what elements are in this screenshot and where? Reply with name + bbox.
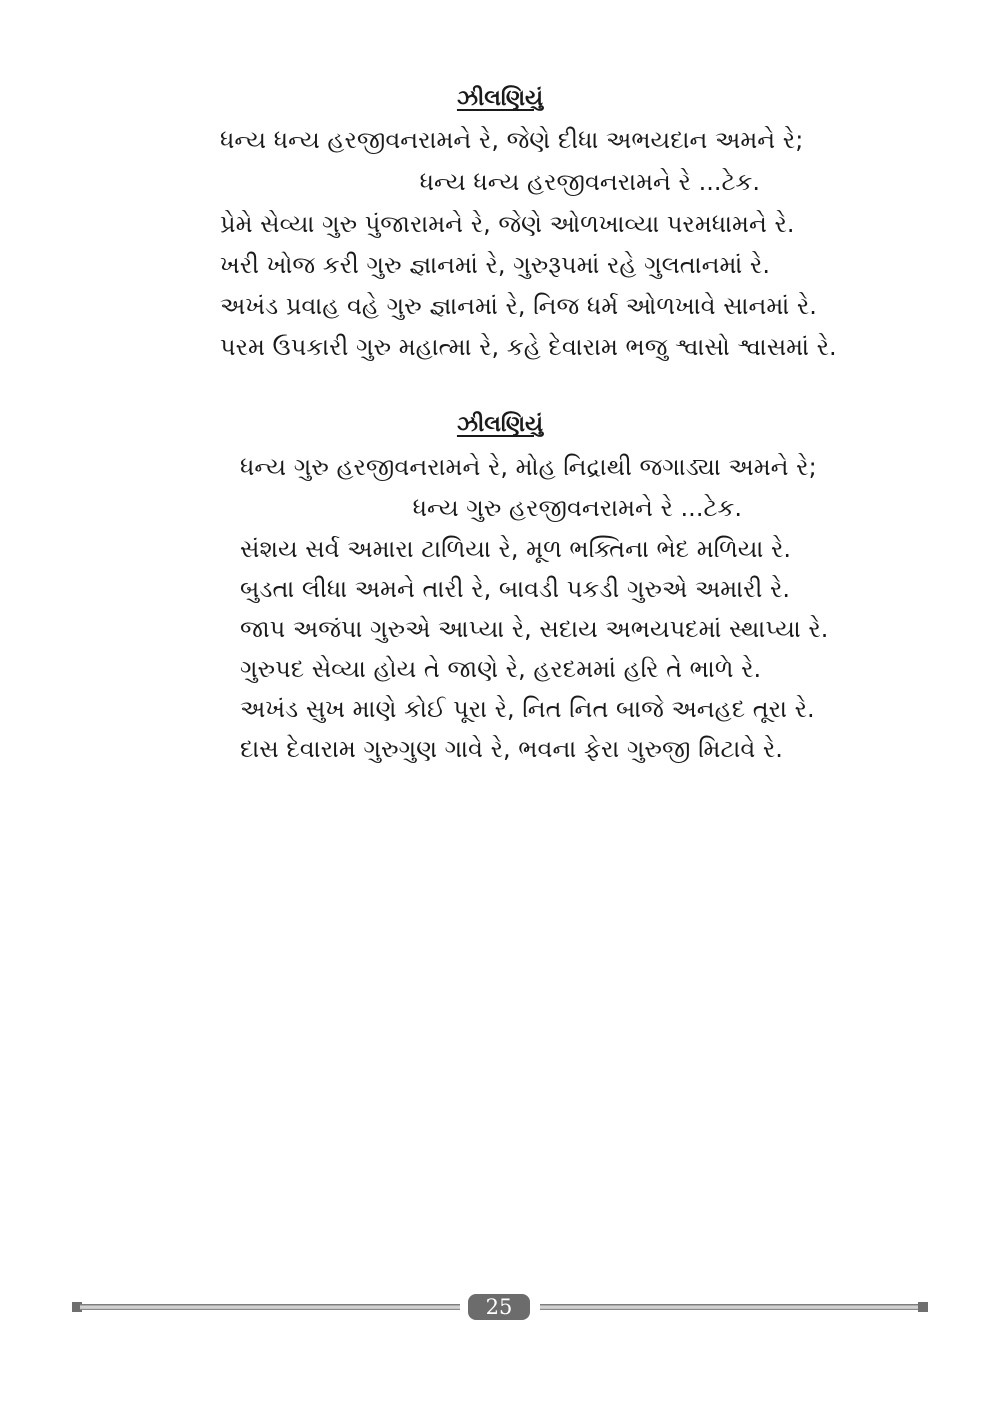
poem-2-line-7: અખંડ સુખ માણે કોઈ પૂરા રે, નિત નિત બાજે અનહદ તૂરા રે. — [240, 695, 815, 723]
page-footer — [72, 1294, 928, 1320]
poem-2-line-6: ગુરુપદ સેવ્યા હોય તે જાણે રે, હરદમમાં હરિ તે ભાળે રે. — [240, 655, 762, 683]
poem-1-line-6: પરમ ઉપકારી ગુરુ મહાત્મા રે, કહે દેવારામ ભજુ શ્વાસો શ્વાસમાં રે. — [220, 333, 837, 361]
poem-1-title: ઝીલણિયું — [456, 86, 544, 111]
poem-1-line-1: ધન્ય ધન્ય હરજીવનરામને રે, જેણે દીધા અભયદાન અમને રે; — [220, 126, 804, 154]
page-number-badge: 25 — [468, 1294, 530, 1320]
poem-2-refrain: ધન્ય ગુરુ હરજીવનરામને રે ...ટેક. — [412, 494, 742, 522]
poem-1-line-5: અખંડ પ્રવાહ વહે ગુરુ જ્ઞાનમાં રે, નિજ ધર્મ ઓળખાવે સાનમાં રે. — [220, 292, 817, 320]
poem-2-title: ઝીલણિયું — [456, 412, 544, 437]
poem-2-line-3: સંશય સર્વ અમારા ટાળિયા રે, મૂળ ભક્તિના ભેદ મળિયા રે. — [240, 535, 792, 563]
poem-2-line-4: બુડતા લીધા અમને તારી રે, બાવડી પકડી ગુરુએ અમારી રે. — [240, 575, 791, 603]
poem-2-line-1: ધન્ય ગુરુ હરજીવનરામને રે, મોહ નિદ્રાથી જગાડ્યા અમને રે; — [240, 453, 817, 481]
poem-1-line-4: ખરી ખોજ કરી ગુરુ જ્ઞાનમાં રે, ગુરુરૂપમાં રહે ગુલતાનમાં રે. — [220, 251, 770, 279]
footer-rule-left — [80, 1304, 460, 1310]
footer-rule-right — [540, 1304, 920, 1310]
poem-2-line-8: દાસ દેવારામ ગુરુગુણ ગાવે રે, ભવના ફેરા ગુરુજી મિટાવે રે. — [240, 735, 783, 763]
poem-1-refrain: ધન્ય ધન્ય હરજીવનરામને રે ...ટેક. — [419, 168, 760, 196]
poem-2-line-5: જાપ અજંપા ગુરુએ આપ્યા રે, સદાય અભયપદમાં સ્થાપ્યા રે. — [240, 615, 829, 643]
footer-rule-right-cap — [918, 1302, 928, 1312]
poem-1-line-3: પ્રેમે સેવ્યા ગુરુ પુંજારામને રે, જેણે ઓળખાવ્યા પરમધામને રે. — [220, 210, 795, 238]
